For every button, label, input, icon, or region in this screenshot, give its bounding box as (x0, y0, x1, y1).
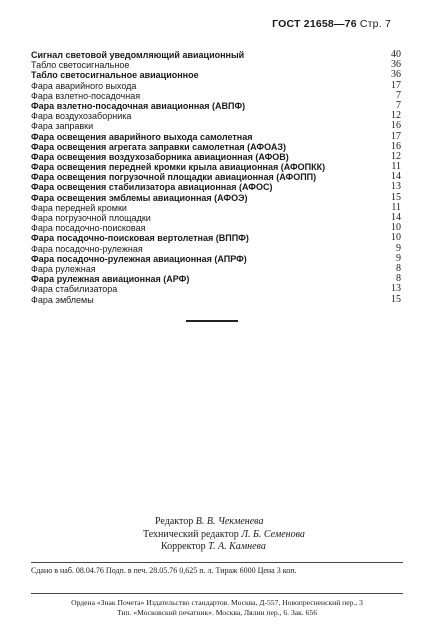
page-header (272, 18, 391, 30)
index-page-number: 11 (391, 201, 401, 213)
index-entry (31, 81, 401, 91)
tech-editor-name: Л. Б. Семенова (241, 528, 305, 540)
index-entry (31, 233, 401, 243)
index-page-number: 10 (391, 232, 401, 244)
index-entry (31, 203, 401, 213)
index-term: Сигнал световой уведомляющий авиационный (31, 50, 245, 60)
index-page-number: 36 (391, 69, 401, 81)
index-entry (31, 142, 401, 152)
index-entry (31, 70, 401, 80)
printing-info (31, 598, 403, 618)
index-page-number: 17 (391, 79, 401, 91)
index-term: Фара стабилизатора (31, 284, 118, 295)
bottom-divider (31, 593, 403, 594)
index-page-number: 7 (396, 89, 401, 101)
index-entry (31, 121, 401, 131)
index-page-number: 17 (391, 130, 401, 142)
index-term: Фара освещения погрузочной площадки авиационная (АФОПП) (31, 172, 317, 183)
index-page-number: 40 (391, 49, 401, 60)
index-entry (31, 91, 401, 101)
index-term: Фара взлетно-посадочная авиационная (АВПФ) (31, 100, 246, 111)
tech-editor-line (143, 529, 305, 542)
index-term: Фара посадочно-рулежная (31, 243, 143, 254)
index-page-number: 13 (391, 181, 401, 193)
publication-info: Сдано в наб. 08.04.76 Подп. в печ. 28.05.76 0,625 п. л. Тираж 6000 Цена 3 коп. (31, 566, 297, 575)
editor-line (155, 516, 305, 529)
index-term: Фара рулежная авиационная (АРФ) (31, 274, 190, 285)
credits-block (143, 516, 305, 554)
index-term: Фара освещения аварийного выхода самолетная (31, 131, 253, 142)
index-term: Фара посадочно-поисковая вертолетная (ВППФ) (31, 233, 249, 244)
index-term: Фара погрузочной площадки (31, 213, 151, 223)
index-term: Фара посадочно-рулежная авиационная (АПРФ) (31, 253, 247, 264)
index-term: Фара посадочно-поисковая (31, 223, 146, 234)
printer-line: Тип. «Московский печатник». Москва, Лялин пер., 6. Зак. 656 (116, 608, 318, 617)
index-entry (31, 223, 401, 233)
index-page-number: 15 (391, 293, 401, 305)
index-page-number: 10 (391, 222, 401, 234)
index-entry (31, 274, 401, 284)
index-entry (31, 152, 401, 162)
index-entry (31, 132, 401, 142)
index-term: Табло светосигнальное (31, 60, 130, 71)
tech-editor-role: Технический редактор (143, 528, 239, 540)
index-page-number: 9 (396, 252, 401, 264)
index-term: Фара рулежная (31, 263, 96, 274)
corrector-name: Т. А. Камнева (208, 541, 266, 552)
index-entry (31, 264, 401, 274)
index-page-number: 15 (391, 191, 401, 203)
index-term: Фара эмблемы (31, 294, 94, 305)
index-term: Фара аварийного выхода (31, 80, 137, 91)
index-page-number: 8 (396, 262, 401, 274)
index-term: Фара заправки (31, 121, 94, 132)
index-page-number: 8 (396, 273, 401, 285)
index-term: Фара взлетно-посадочная (31, 90, 141, 101)
index-term: Табло светосигнальное авиационное (31, 70, 199, 81)
index-entry (31, 60, 401, 70)
index-entry (31, 101, 401, 111)
index-term: Фара передней кромки (31, 202, 127, 213)
index-entry (31, 213, 401, 223)
index-term: Фара освещения эмблемы авиационная (АФОЭ) (31, 192, 248, 203)
index-entry (31, 50, 401, 60)
index-page-number: 9 (396, 242, 401, 254)
index-page-number: 36 (391, 59, 401, 71)
index-page-number: 13 (391, 283, 401, 295)
publisher-line: Ордена «Знак Почета» Издательство стандартов. Москва, Д-557, Новопресненский пер., 3 (71, 598, 363, 607)
index-entry (31, 284, 401, 294)
index-term: Фара воздухозаборника (31, 111, 132, 122)
alphabetical-index (31, 50, 401, 305)
index-entry (31, 193, 401, 203)
separator-rule (186, 320, 238, 322)
index-entry (31, 254, 401, 264)
index-entry (31, 244, 401, 254)
index-entry (31, 295, 401, 305)
index-page-number: 12 (391, 110, 401, 122)
editor-role: Редактор (155, 516, 194, 527)
editor-name: В. В. Чекменева (195, 516, 264, 527)
index-page-number: 16 (391, 140, 401, 152)
index-term: Фара освещения стабилизатора авиационная (АФОС) (31, 182, 273, 193)
index-page-number: 14 (391, 212, 401, 223)
page-number: Стр. 7 (359, 18, 391, 30)
index-page-number: 12 (391, 150, 401, 162)
index-page-number: 11 (391, 161, 401, 173)
corrector-role: Корректор (161, 541, 206, 552)
index-entry (31, 162, 401, 172)
index-term: Фара освещения агрегата заправки самолетная (АФОАЗ) (31, 141, 286, 152)
corrector-line (161, 541, 305, 554)
index-page-number: 14 (391, 171, 401, 183)
index-entry (31, 111, 401, 121)
standard-number: ГОСТ 21658—76 (272, 18, 357, 30)
index-entry (31, 172, 401, 182)
index-term: Фара освещения передней кромки крыла авиационная (АФОПКК) (31, 162, 326, 173)
index-page-number: 16 (391, 120, 401, 132)
index-entry (31, 182, 401, 192)
top-divider (31, 562, 403, 563)
index-page-number: 7 (396, 99, 401, 111)
index-term: Фара освещения воздухозаборника авиационная (АФОВ) (31, 151, 289, 162)
